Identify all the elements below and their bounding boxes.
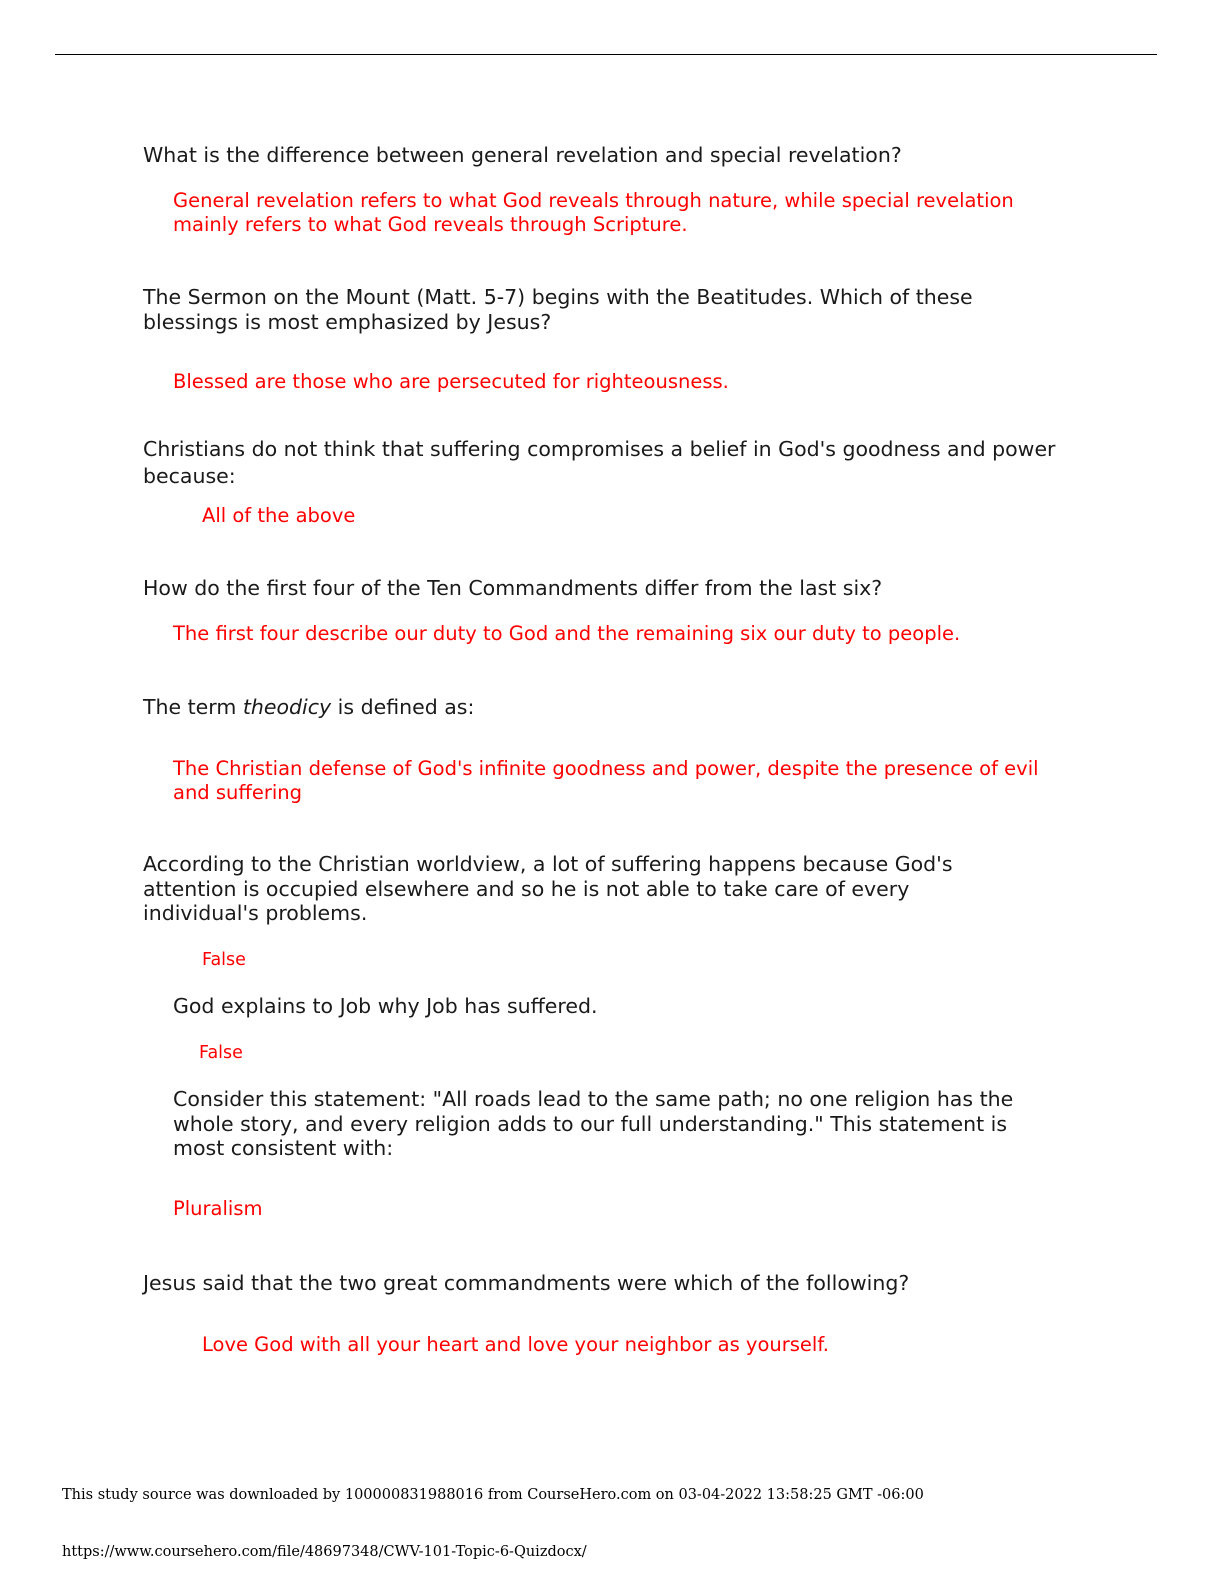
answer-2: Blessed are those who are persecuted for righteousness.	[173, 370, 729, 393]
question-7: God explains to Job why Job has suffered.	[173, 994, 598, 1018]
question-1: What is the difference between general revelation and special revelation?	[143, 143, 902, 167]
answer-8: Pluralism	[173, 1197, 263, 1220]
question-5-part-1: The term	[143, 695, 243, 719]
question-4: How do the first four of the Ten Commandments differ from the last six?	[143, 576, 883, 600]
answer-6: False	[202, 950, 246, 970]
footer-url[interactable]: https://www.coursehero.com/file/48697348/CWV-101-Topic-6-Quizdocx/	[62, 1544, 587, 1560]
question-8: Consider this statement: "All roads lead to the same path; no one religion has the whole story, and every religion adds to our full understanding." This statement is most consistent with:	[173, 1087, 1014, 1160]
answer-1: General revelation refers to what God reveals through nature, while special revelation mainly refers to what God reveals through Scripture.	[173, 189, 1014, 236]
question-3: Christians do not think that suffering compromises a belief in God's goodness and power because:	[143, 437, 1056, 488]
question-6: According to the Christian worldview, a lot of suffering happens because God's attention is occupied elsewhere and so he is not able to take care of every individual's problems.	[143, 852, 953, 925]
question-5-part-3: is defined as:	[331, 695, 475, 719]
question-5-term: theodicy	[242, 695, 332, 719]
top-rule	[55, 54, 1157, 55]
answer-4: The first four describe our duty to God and the remaining six our duty to people.	[173, 622, 961, 645]
question-9: Jesus said that the two great commandments were which of the following?	[143, 1271, 910, 1295]
answer-3: All of the above	[202, 504, 356, 527]
footer-source-line: This study source was downloaded by 100000831988016 from CourseHero.com on 03-04-2022 13:58:25 GMT -06:00	[62, 1487, 924, 1503]
answer-5: The Christian defense of God's infinite goodness and power, despite the presence of evil and suffering	[173, 757, 1039, 804]
question-5	[143, 695, 1043, 720]
answer-9: Love God with all your heart and love your neighbor as yourself.	[202, 1333, 829, 1356]
answer-7: False	[199, 1043, 243, 1063]
question-2: The Sermon on the Mount (Matt. 5-7) begins with the Beatitudes. Which of these blessings is most emphasized by Jesus?	[143, 285, 973, 334]
